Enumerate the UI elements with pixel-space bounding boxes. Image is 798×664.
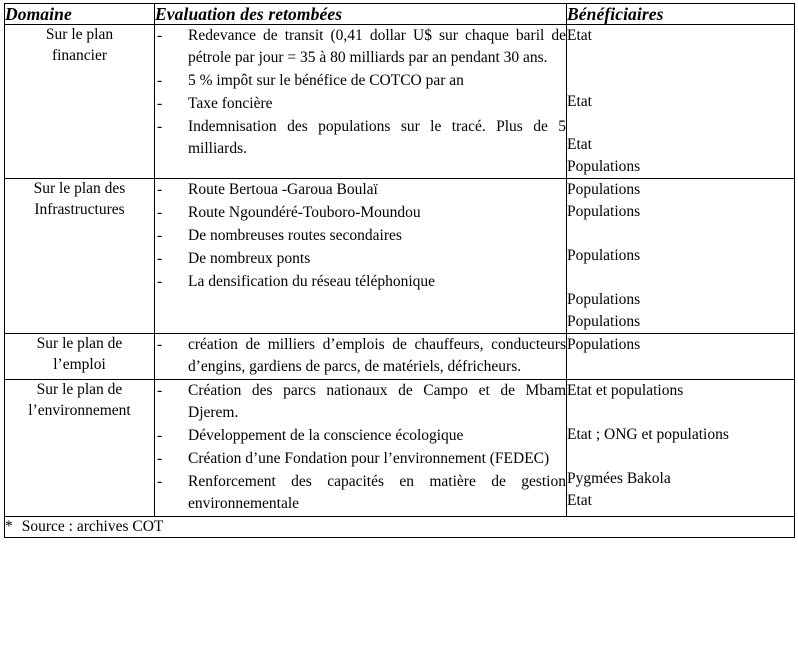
dash-bullet-icon: - [157, 273, 163, 291]
beneficiary-entry: Populations [567, 336, 641, 354]
list-item [155, 448, 566, 470]
table-row [5, 25, 795, 179]
list-item [155, 116, 566, 160]
dash-bullet-icon: - [157, 450, 163, 468]
source-note [5, 517, 795, 538]
list-item [155, 334, 566, 378]
asterisk-icon: * [5, 518, 13, 536]
dash-bullet-icon: - [157, 427, 163, 445]
list-item [155, 70, 566, 92]
header-row [5, 4, 795, 25]
table-row [5, 179, 795, 334]
dash-bullet-icon: - [157, 181, 163, 199]
evaluation-list [155, 380, 566, 515]
beneficiary-entry: Etat [567, 93, 592, 111]
cell-evaluation [155, 334, 567, 380]
cell-domaine [5, 380, 155, 517]
cell-beneficiaires [567, 179, 795, 334]
domaine-line: Sur le plan [45, 26, 114, 44]
beneficiary-entry: Etat [567, 27, 592, 45]
dash-bullet-icon: - [157, 118, 163, 136]
beneficiary-entry: Etat et populations [567, 382, 684, 400]
list-item [155, 425, 566, 447]
table-header [5, 4, 795, 25]
list-item-text: De nombreuses routes secondaires [188, 227, 402, 245]
list-item-text: La densification du réseau téléphonique [188, 273, 436, 291]
column-header-evaluation: Evaluation des retombées [155, 4, 567, 25]
domaine-line: Sur le plan de [36, 381, 123, 399]
cell-domaine [5, 179, 155, 334]
column-header-beneficiaires: Bénéficiaires [567, 4, 795, 25]
domaine-line: Sur le plan des [33, 180, 126, 198]
domaine-line: Infrastructures [34, 200, 125, 218]
beneficiary-entry: Etat [567, 136, 592, 154]
dash-bullet-icon: - [157, 72, 163, 90]
retombees-table [4, 3, 795, 538]
beneficiary-entry: Populations [567, 158, 641, 176]
domaine-line: financier [51, 46, 108, 64]
dash-bullet-icon: - [157, 227, 163, 245]
list-item [155, 271, 566, 293]
list-item-text: Route Bertoua -Garoua Boulaï [188, 181, 378, 199]
dash-bullet-icon: - [157, 473, 163, 491]
cell-evaluation [155, 179, 567, 334]
dash-bullet-icon: - [157, 27, 163, 45]
cell-evaluation [155, 25, 567, 179]
beneficiary-entry: Populations [567, 247, 641, 265]
beneficiary-entry: Etat ; ONG et populations [567, 426, 729, 444]
list-item-text: De nombreux ponts [188, 250, 311, 268]
dash-bullet-icon: - [157, 95, 163, 113]
list-item-text: Route Ngoundéré-Touboro-Moundou [188, 204, 421, 222]
table-row [5, 380, 795, 517]
list-item [155, 202, 566, 224]
dash-bullet-icon: - [157, 382, 163, 400]
list-item [155, 179, 566, 201]
list-item-text: Création d’une Fondation pour l’environnement (FEDEC) [188, 450, 550, 468]
beneficiary-entry: Pygmées Bakola [567, 470, 671, 488]
evaluation-list [155, 334, 566, 378]
dash-bullet-icon: - [157, 336, 163, 354]
domaine-line: Sur le plan de [36, 335, 123, 353]
list-item [155, 25, 566, 69]
cell-domaine [5, 334, 155, 380]
beneficiary-entry: Populations [567, 203, 641, 221]
list-item-text: Création des parcs nationaux de Campo et de Mbam Djerem. [188, 382, 566, 422]
evaluation-list [155, 25, 566, 160]
table-row [5, 334, 795, 380]
source-row [5, 517, 795, 538]
cell-beneficiaires [567, 334, 795, 380]
list-item-text: Taxe foncière [188, 95, 273, 113]
list-item-text: Développement de la conscience écologique [188, 427, 464, 445]
dash-bullet-icon: - [157, 204, 163, 222]
beneficiary-entry: Etat [567, 492, 592, 510]
list-item [155, 380, 566, 424]
list-item [155, 225, 566, 247]
source-text: Source : archives COT [21, 518, 164, 536]
list-item [155, 93, 566, 115]
list-item-text: création de milliers d’emplois de chauffeurs, conducteurs d’engins, gardiens de parcs, de matériels, défricheurs. [188, 336, 566, 376]
beneficiary-entry: Populations [567, 313, 641, 331]
cell-beneficiaires [567, 25, 795, 179]
list-item-text: Indemnisation des populations sur le tracé. Plus de 5 milliards. [188, 118, 566, 158]
cell-domaine [5, 25, 155, 179]
list-item [155, 471, 566, 515]
beneficiary-entry: Populations [567, 181, 641, 199]
evaluation-list [155, 179, 566, 293]
list-item-text: 5 % impôt sur le bénéfice de COTCO par an [188, 72, 464, 90]
beneficiary-entry: Populations [567, 291, 641, 309]
cell-evaluation [155, 380, 567, 517]
dash-bullet-icon: - [157, 250, 163, 268]
list-item [155, 248, 566, 270]
cell-beneficiaires [567, 380, 795, 517]
column-header-domaine: Domaine [5, 4, 155, 25]
list-item-text: Redevance de transit (0,41 dollar U$ sur chaque baril de pétrole par jour = 35 à 80 milliards par an pendant 30 ans. [188, 27, 566, 67]
domaine-line: l’environnement [28, 401, 131, 419]
domaine-line: l’emploi [53, 355, 106, 373]
table-body [5, 25, 795, 538]
list-item-text: Renforcement des capacités en matière de gestion environnementale [188, 473, 566, 513]
